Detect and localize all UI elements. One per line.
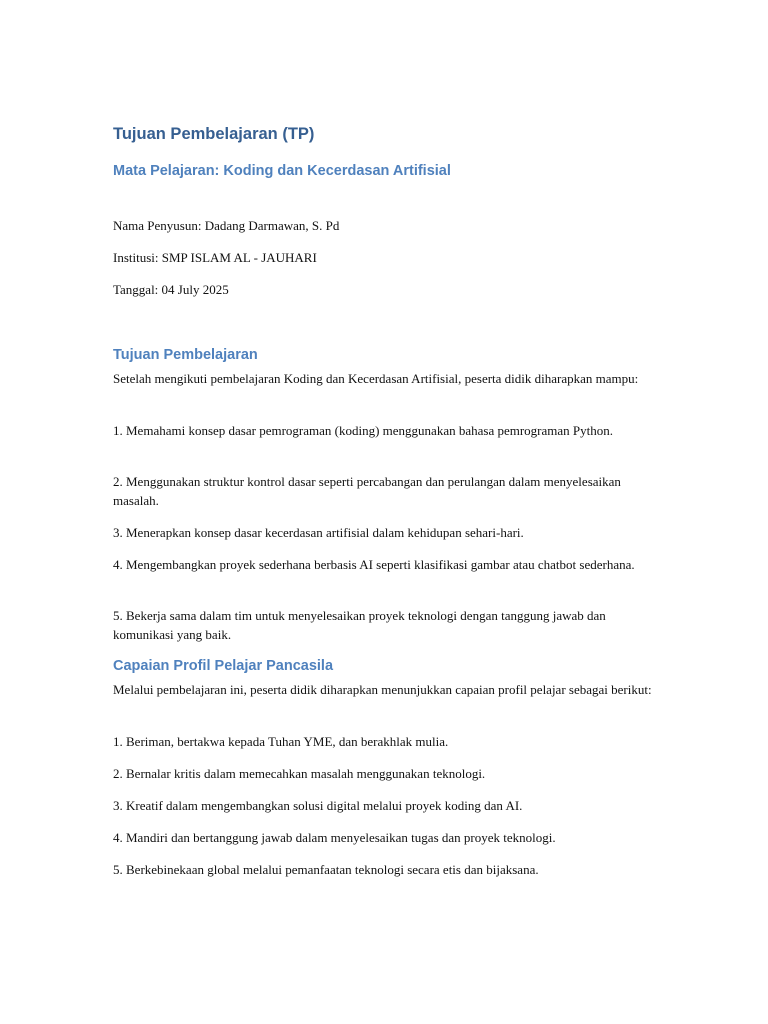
- list-item: 1. Memahami konsep dasar pemrograman (koding) menggunakan bahasa pemrograman Python.: [113, 423, 613, 438]
- institution-line: Institusi: SMP ISLAM AL - JAUHARI: [113, 250, 317, 265]
- document-title: Tujuan Pembelajaran (TP): [113, 125, 315, 143]
- date-line: Tanggal: 04 July 2025: [113, 282, 229, 297]
- list-item: 5. Bekerja sama dalam tim untuk menyelesaikan proyek teknologi dengan tanggung jawab dan komunikasi yang baik.: [113, 608, 606, 642]
- list-item: 2. Bernalar kritis dalam memecahkan masalah menggunakan teknologi.: [113, 766, 486, 781]
- list-item: 4. Mengembangkan proyek sederhana berbasis AI seperti klasifikasi gambar atau chatbot sederhana.: [113, 557, 635, 572]
- list-item: 5. Berkebinekaan global melalui pemanfaatan teknologi secara etis dan bijaksana.: [113, 862, 539, 877]
- list-item: 2. Menggunakan struktur kontrol dasar seperti percabangan dan perulangan dalam menyelesaikan masalah.: [113, 474, 621, 508]
- section-heading-tujuan: Tujuan Pembelajaran: [113, 347, 258, 363]
- list-item: 1. Beriman, bertakwa kepada Tuhan YME, dan berakhlak mulia.: [113, 734, 449, 749]
- list-item: 4. Mandiri dan bertanggung jawab dalam menyelesaikan tugas dan proyek teknologi.: [113, 830, 556, 845]
- author-line: Nama Penyusun: Dadang Darmawan, S. Pd: [113, 218, 340, 233]
- section-intro-capaian: Melalui pembelajaran ini, peserta didik diharapkan menunjukkan capaian profil pelajar sebagai berikut:: [113, 682, 652, 697]
- list-item: 3. Kreatif dalam mengembangkan solusi digital melalui proyek koding dan AI.: [113, 798, 523, 813]
- document-subtitle: Mata Pelajaran: Koding dan Kecerdasan Artifisial: [113, 163, 451, 179]
- section-intro-tujuan: Setelah mengikuti pembelajaran Koding dan Kecerdasan Artifisial, peserta didik diharapkan mampu:: [113, 371, 639, 386]
- section-heading-capaian: Capaian Profil Pelajar Pancasila: [113, 658, 334, 674]
- list-item: 3. Menerapkan konsep dasar kecerdasan artifisial dalam kehidupan sehari-hari.: [113, 525, 524, 540]
